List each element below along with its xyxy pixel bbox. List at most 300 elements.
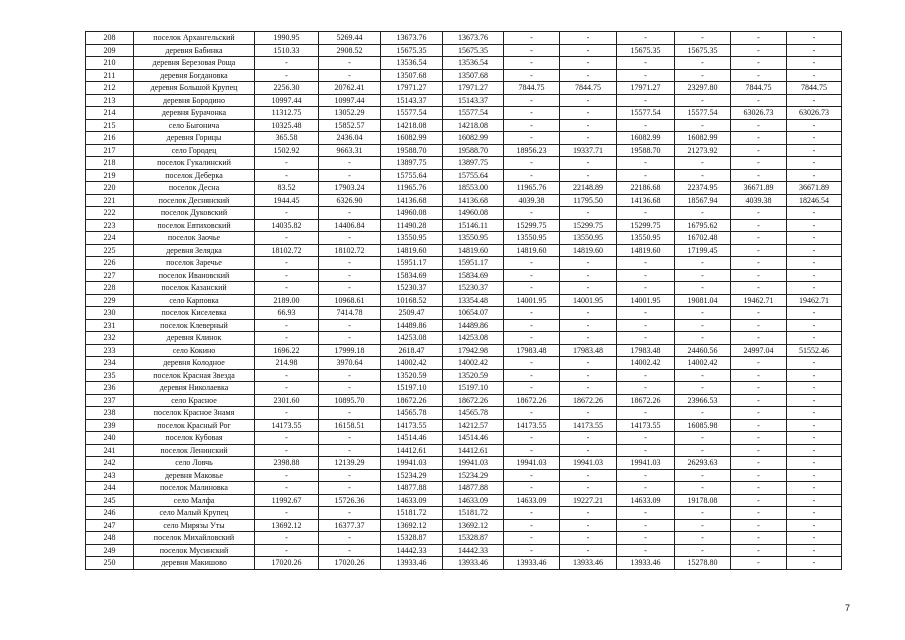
value-6-cell: -	[560, 382, 617, 395]
table-row	[86, 419, 842, 432]
value-10-cell: -	[787, 457, 842, 470]
value-10-cell: 51552.46	[787, 344, 842, 357]
value-6-cell: 11795.50	[560, 194, 617, 207]
value-1-cell: 2398.88	[255, 457, 319, 470]
value-9-cell: -	[731, 357, 787, 370]
table-row	[86, 444, 842, 457]
value-8-cell: -	[675, 57, 731, 70]
value-1-cell: -	[255, 532, 319, 545]
value-10-cell: -	[787, 432, 842, 445]
settlement-name-cell: село Городец	[134, 144, 255, 157]
value-7-cell: -	[617, 544, 675, 557]
value-3-cell: 14173.55	[381, 419, 443, 432]
settlement-name-cell: деревня Николаевка	[134, 382, 255, 395]
value-1-cell: -	[255, 157, 319, 170]
value-7-cell: -	[617, 269, 675, 282]
value-2-cell: 15852.57	[319, 119, 381, 132]
value-10-cell: -	[787, 157, 842, 170]
settlement-name-cell: деревня Березовая Роща	[134, 57, 255, 70]
value-7-cell: -	[617, 532, 675, 545]
value-9-cell: 36671.89	[731, 182, 787, 195]
value-1-cell: -	[255, 544, 319, 557]
value-7-cell: 17983.48	[617, 344, 675, 357]
value-10-cell: 36671.89	[787, 182, 842, 195]
value-9-cell: -	[731, 257, 787, 270]
value-7-cell: -	[617, 332, 675, 345]
value-4-cell: 14136.68	[443, 194, 504, 207]
row-number-cell: 225	[86, 244, 134, 257]
settlement-name-cell: деревня Бабинка	[134, 44, 255, 57]
value-6-cell: -	[560, 69, 617, 82]
value-8-cell: -	[675, 444, 731, 457]
table-row	[86, 307, 842, 320]
table-row	[86, 519, 842, 532]
value-5-cell: -	[504, 107, 560, 120]
value-4-cell: 18672.26	[443, 394, 504, 407]
value-6-cell: 14001.95	[560, 294, 617, 307]
value-10-cell: -	[787, 444, 842, 457]
row-number-cell: 220	[86, 182, 134, 195]
value-3-cell: 10168.52	[381, 294, 443, 307]
row-number-cell: 221	[86, 194, 134, 207]
value-4-cell: 15675.35	[443, 44, 504, 57]
value-7-cell: -	[617, 119, 675, 132]
value-9-cell: -	[731, 57, 787, 70]
value-9-cell: -	[731, 119, 787, 132]
value-7-cell: 13550.95	[617, 232, 675, 245]
value-8-cell: -	[675, 169, 731, 182]
value-9-cell: -	[731, 382, 787, 395]
value-3-cell: 19588.70	[381, 144, 443, 157]
settlement-name-cell: деревня Бородино	[134, 94, 255, 107]
value-4-cell: 14212.57	[443, 419, 504, 432]
value-2-cell: -	[319, 407, 381, 420]
value-9-cell: -	[731, 557, 787, 570]
value-9-cell: -	[731, 469, 787, 482]
value-7-cell: -	[617, 69, 675, 82]
value-1-cell: -	[255, 332, 319, 345]
value-10-cell: 63026.73	[787, 107, 842, 120]
settlement-name-cell: деревня Клинок	[134, 332, 255, 345]
value-7-cell: -	[617, 407, 675, 420]
value-4-cell: 17971.27	[443, 82, 504, 95]
value-4-cell: 14877.88	[443, 482, 504, 495]
value-6-cell: 14819.60	[560, 244, 617, 257]
table-row	[86, 169, 842, 182]
value-5-cell: -	[504, 157, 560, 170]
value-6-cell: -	[560, 57, 617, 70]
value-7-cell: -	[617, 57, 675, 70]
value-7-cell: -	[617, 307, 675, 320]
value-5-cell: -	[504, 444, 560, 457]
value-9-cell: -	[731, 369, 787, 382]
value-2-cell: -	[319, 432, 381, 445]
table-row	[86, 344, 842, 357]
value-3-cell: 14633.09	[381, 494, 443, 507]
value-7-cell: -	[617, 382, 675, 395]
table-row	[86, 119, 842, 132]
value-3-cell: 16082.99	[381, 132, 443, 145]
table-row	[86, 507, 842, 520]
value-6-cell: -	[560, 44, 617, 57]
row-number-cell: 237	[86, 394, 134, 407]
value-3-cell: 14412.61	[381, 444, 443, 457]
value-4-cell: 13933.46	[443, 557, 504, 570]
value-6-cell: -	[560, 507, 617, 520]
value-1-cell: -	[255, 257, 319, 270]
value-10-cell: -	[787, 507, 842, 520]
value-9-cell: -	[731, 132, 787, 145]
value-6-cell: -	[560, 532, 617, 545]
value-7-cell: 15675.35	[617, 44, 675, 57]
value-2-cell: -	[319, 507, 381, 520]
value-3-cell: 13933.46	[381, 557, 443, 570]
value-9-cell: 4039.38	[731, 194, 787, 207]
value-6-cell: -	[560, 482, 617, 495]
table-row	[86, 557, 842, 570]
value-5-cell: -	[504, 532, 560, 545]
row-number-cell: 239	[86, 419, 134, 432]
value-9-cell: -	[731, 157, 787, 170]
value-10-cell: -	[787, 394, 842, 407]
value-6-cell: -	[560, 132, 617, 145]
settlement-name-cell: деревня Богдановка	[134, 69, 255, 82]
row-number-cell: 218	[86, 157, 134, 170]
settlement-name-cell: деревня Большой Крупец	[134, 82, 255, 95]
value-2-cell: 3970.64	[319, 357, 381, 370]
value-10-cell: -	[787, 494, 842, 507]
value-10-cell: -	[787, 269, 842, 282]
value-7-cell: -	[617, 257, 675, 270]
value-9-cell: 63026.73	[731, 107, 787, 120]
value-3-cell: 14819.60	[381, 244, 443, 257]
settlement-name-cell: село Карповка	[134, 294, 255, 307]
value-1-cell: 13692.12	[255, 519, 319, 532]
value-10-cell: -	[787, 132, 842, 145]
value-2-cell: 17999.18	[319, 344, 381, 357]
value-10-cell: -	[787, 544, 842, 557]
value-5-cell: -	[504, 44, 560, 57]
value-6-cell: 22148.89	[560, 182, 617, 195]
value-6-cell: -	[560, 444, 617, 457]
value-3-cell: 15675.35	[381, 44, 443, 57]
value-10-cell: -	[787, 44, 842, 57]
settlement-name-cell: село Мирязы Уты	[134, 519, 255, 532]
value-4-cell: 14442.33	[443, 544, 504, 557]
value-4-cell: 14514.46	[443, 432, 504, 445]
value-2-cell: 20762.41	[319, 82, 381, 95]
value-5-cell: -	[504, 544, 560, 557]
value-3-cell: 13897.75	[381, 157, 443, 170]
value-8-cell: -	[675, 544, 731, 557]
row-number-cell: 230	[86, 307, 134, 320]
value-2-cell: 10968.61	[319, 294, 381, 307]
value-3-cell: 15755.64	[381, 169, 443, 182]
value-4-cell: 13520.59	[443, 369, 504, 382]
table-row	[86, 532, 842, 545]
value-8-cell: 14002.42	[675, 357, 731, 370]
value-8-cell: -	[675, 307, 731, 320]
settlement-name-cell: поселок Деснянский	[134, 194, 255, 207]
value-5-cell: 19941.03	[504, 457, 560, 470]
table-row	[86, 144, 842, 157]
value-8-cell: 26293.63	[675, 457, 731, 470]
table-row	[86, 357, 842, 370]
row-number-cell: 250	[86, 557, 134, 570]
table-row	[86, 182, 842, 195]
value-1-cell: 10325.48	[255, 119, 319, 132]
value-10-cell: -	[787, 482, 842, 495]
settlement-name-cell: поселок Заречье	[134, 257, 255, 270]
settlement-name-cell: поселок Красная Звезда	[134, 369, 255, 382]
value-1-cell: -	[255, 232, 319, 245]
value-3-cell: 14442.33	[381, 544, 443, 557]
value-8-cell: 16082.99	[675, 132, 731, 145]
row-number-cell: 213	[86, 94, 134, 107]
value-4-cell: 15230.37	[443, 282, 504, 295]
table-row	[86, 82, 842, 95]
value-5-cell: -	[504, 282, 560, 295]
value-5-cell: 15299.75	[504, 219, 560, 232]
table-row	[86, 207, 842, 220]
value-5-cell: 13933.46	[504, 557, 560, 570]
value-4-cell: 14002.42	[443, 357, 504, 370]
value-7-cell: 17971.27	[617, 82, 675, 95]
value-4-cell: 14819.60	[443, 244, 504, 257]
row-number-cell: 249	[86, 544, 134, 557]
value-6-cell: -	[560, 307, 617, 320]
value-7-cell: 15299.75	[617, 219, 675, 232]
value-10-cell: 18246.54	[787, 194, 842, 207]
value-2-cell: 17020.26	[319, 557, 381, 570]
value-7-cell: -	[617, 469, 675, 482]
value-4-cell: 15834.69	[443, 269, 504, 282]
value-6-cell: -	[560, 369, 617, 382]
value-8-cell: -	[675, 469, 731, 482]
value-6-cell: 7844.75	[560, 82, 617, 95]
value-7-cell: 14136.68	[617, 194, 675, 207]
value-8-cell: -	[675, 94, 731, 107]
value-9-cell: -	[731, 307, 787, 320]
value-8-cell: -	[675, 482, 731, 495]
value-4-cell: 13673.76	[443, 32, 504, 45]
value-5-cell: -	[504, 407, 560, 420]
value-3-cell: 15328.87	[381, 532, 443, 545]
table-row	[86, 57, 842, 70]
value-5-cell: 11965.76	[504, 182, 560, 195]
value-10-cell: -	[787, 557, 842, 570]
value-1-cell: 14173.55	[255, 419, 319, 432]
value-4-cell: 18553.00	[443, 182, 504, 195]
value-8-cell: 17199.45	[675, 244, 731, 257]
value-2-cell: -	[319, 269, 381, 282]
settlement-name-cell: деревня Бурачонка	[134, 107, 255, 120]
settlement-name-cell: поселок Десна	[134, 182, 255, 195]
row-number-cell: 232	[86, 332, 134, 345]
value-9-cell: -	[731, 407, 787, 420]
row-number-cell: 214	[86, 107, 134, 120]
value-3-cell: 13550.95	[381, 232, 443, 245]
value-8-cell: 15278.80	[675, 557, 731, 570]
value-1-cell: 1696.22	[255, 344, 319, 357]
value-4-cell: 15951.17	[443, 257, 504, 270]
value-9-cell: 24997.04	[731, 344, 787, 357]
value-8-cell: -	[675, 532, 731, 545]
value-7-cell: -	[617, 432, 675, 445]
table-row	[86, 382, 842, 395]
value-5-cell: 14633.09	[504, 494, 560, 507]
value-6-cell: -	[560, 207, 617, 220]
value-2-cell: -	[319, 469, 381, 482]
table-row	[86, 494, 842, 507]
value-8-cell: 21273.92	[675, 144, 731, 157]
table-row	[86, 407, 842, 420]
value-2-cell: 9663.31	[319, 144, 381, 157]
value-5-cell: -	[504, 69, 560, 82]
value-10-cell: -	[787, 57, 842, 70]
value-1-cell: -	[255, 482, 319, 495]
row-number-cell: 210	[86, 57, 134, 70]
value-2-cell: -	[319, 282, 381, 295]
value-3-cell: 15181.72	[381, 507, 443, 520]
value-9-cell: -	[731, 144, 787, 157]
value-5-cell: -	[504, 432, 560, 445]
settlement-name-cell: деревня Колодное	[134, 357, 255, 370]
value-3-cell: 14002.42	[381, 357, 443, 370]
value-8-cell: -	[675, 407, 731, 420]
value-8-cell: -	[675, 32, 731, 45]
value-5-cell: 18672.26	[504, 394, 560, 407]
value-1-cell: -	[255, 469, 319, 482]
value-1-cell: 66.93	[255, 307, 319, 320]
value-8-cell: 24460.56	[675, 344, 731, 357]
settlement-name-cell: село Ловчь	[134, 457, 255, 470]
value-6-cell: -	[560, 544, 617, 557]
value-5-cell: -	[504, 257, 560, 270]
value-8-cell: 22374.95	[675, 182, 731, 195]
value-2-cell: -	[319, 69, 381, 82]
row-number-cell: 219	[86, 169, 134, 182]
value-2-cell: -	[319, 169, 381, 182]
value-2-cell: -	[319, 232, 381, 245]
settlement-name-cell: поселок Гукалинский	[134, 157, 255, 170]
value-2-cell: 7414.78	[319, 307, 381, 320]
value-4-cell: 13550.95	[443, 232, 504, 245]
value-7-cell: 18672.26	[617, 394, 675, 407]
value-5-cell: -	[504, 94, 560, 107]
value-9-cell: -	[731, 544, 787, 557]
value-7-cell: -	[617, 519, 675, 532]
settlement-name-cell: поселок Ленинский	[134, 444, 255, 457]
value-5-cell: -	[504, 32, 560, 45]
row-number-cell: 244	[86, 482, 134, 495]
value-8-cell: -	[675, 432, 731, 445]
table-row	[86, 482, 842, 495]
value-3-cell: 14136.68	[381, 194, 443, 207]
value-6-cell: 19941.03	[560, 457, 617, 470]
value-5-cell: -	[504, 507, 560, 520]
settlement-name-cell: село Малый Крупец	[134, 507, 255, 520]
value-1-cell: 365.58	[255, 132, 319, 145]
value-2-cell: 12139.29	[319, 457, 381, 470]
row-number-cell: 209	[86, 44, 134, 57]
value-1-cell: -	[255, 382, 319, 395]
value-4-cell: 13507.68	[443, 69, 504, 82]
value-3-cell: 15234.29	[381, 469, 443, 482]
value-8-cell: -	[675, 207, 731, 220]
value-5-cell: -	[504, 382, 560, 395]
row-number-cell: 245	[86, 494, 134, 507]
value-10-cell: 19462.71	[787, 294, 842, 307]
value-7-cell: 19588.70	[617, 144, 675, 157]
value-7-cell: -	[617, 94, 675, 107]
value-7-cell: -	[617, 319, 675, 332]
value-1-cell: -	[255, 369, 319, 382]
value-3-cell: 11490.28	[381, 219, 443, 232]
table-row	[86, 219, 842, 232]
value-10-cell: -	[787, 232, 842, 245]
value-7-cell: -	[617, 169, 675, 182]
value-5-cell: -	[504, 369, 560, 382]
settlement-name-cell: поселок Заочье	[134, 232, 255, 245]
value-3-cell: 14877.88	[381, 482, 443, 495]
table-row	[86, 394, 842, 407]
value-7-cell: -	[617, 482, 675, 495]
value-1-cell: -	[255, 269, 319, 282]
value-8-cell: -	[675, 282, 731, 295]
value-7-cell: 14819.60	[617, 244, 675, 257]
row-number-cell: 248	[86, 532, 134, 545]
table-row	[86, 332, 842, 345]
table-row	[86, 469, 842, 482]
value-3-cell: 15577.54	[381, 107, 443, 120]
value-2-cell: -	[319, 382, 381, 395]
settlement-name-cell: поселок Кубовая	[134, 432, 255, 445]
value-3-cell: 15834.69	[381, 269, 443, 282]
value-4-cell: 14960.08	[443, 207, 504, 220]
row-number-cell: 222	[86, 207, 134, 220]
value-6-cell: -	[560, 332, 617, 345]
table-row	[86, 294, 842, 307]
value-7-cell: -	[617, 507, 675, 520]
value-9-cell: -	[731, 94, 787, 107]
value-6-cell: 13933.46	[560, 557, 617, 570]
value-4-cell: 14412.61	[443, 444, 504, 457]
value-8-cell: 15577.54	[675, 107, 731, 120]
value-9-cell: -	[731, 394, 787, 407]
settlement-name-cell: поселок Клеверный	[134, 319, 255, 332]
value-10-cell: -	[787, 307, 842, 320]
value-10-cell: -	[787, 419, 842, 432]
value-6-cell: -	[560, 469, 617, 482]
value-5-cell: 14001.95	[504, 294, 560, 307]
value-9-cell: -	[731, 219, 787, 232]
value-10-cell: -	[787, 369, 842, 382]
table-row	[86, 32, 842, 45]
value-4-cell: 19588.70	[443, 144, 504, 157]
value-3-cell: 15197.10	[381, 382, 443, 395]
value-1-cell: 18102.72	[255, 244, 319, 257]
row-number-cell: 246	[86, 507, 134, 520]
value-8-cell: -	[675, 369, 731, 382]
table-row	[86, 369, 842, 382]
value-4-cell: 15755.64	[443, 169, 504, 182]
value-1-cell: 11992.67	[255, 494, 319, 507]
value-1-cell: -	[255, 169, 319, 182]
value-2-cell: -	[319, 444, 381, 457]
value-5-cell: -	[504, 319, 560, 332]
value-2-cell: -	[319, 57, 381, 70]
